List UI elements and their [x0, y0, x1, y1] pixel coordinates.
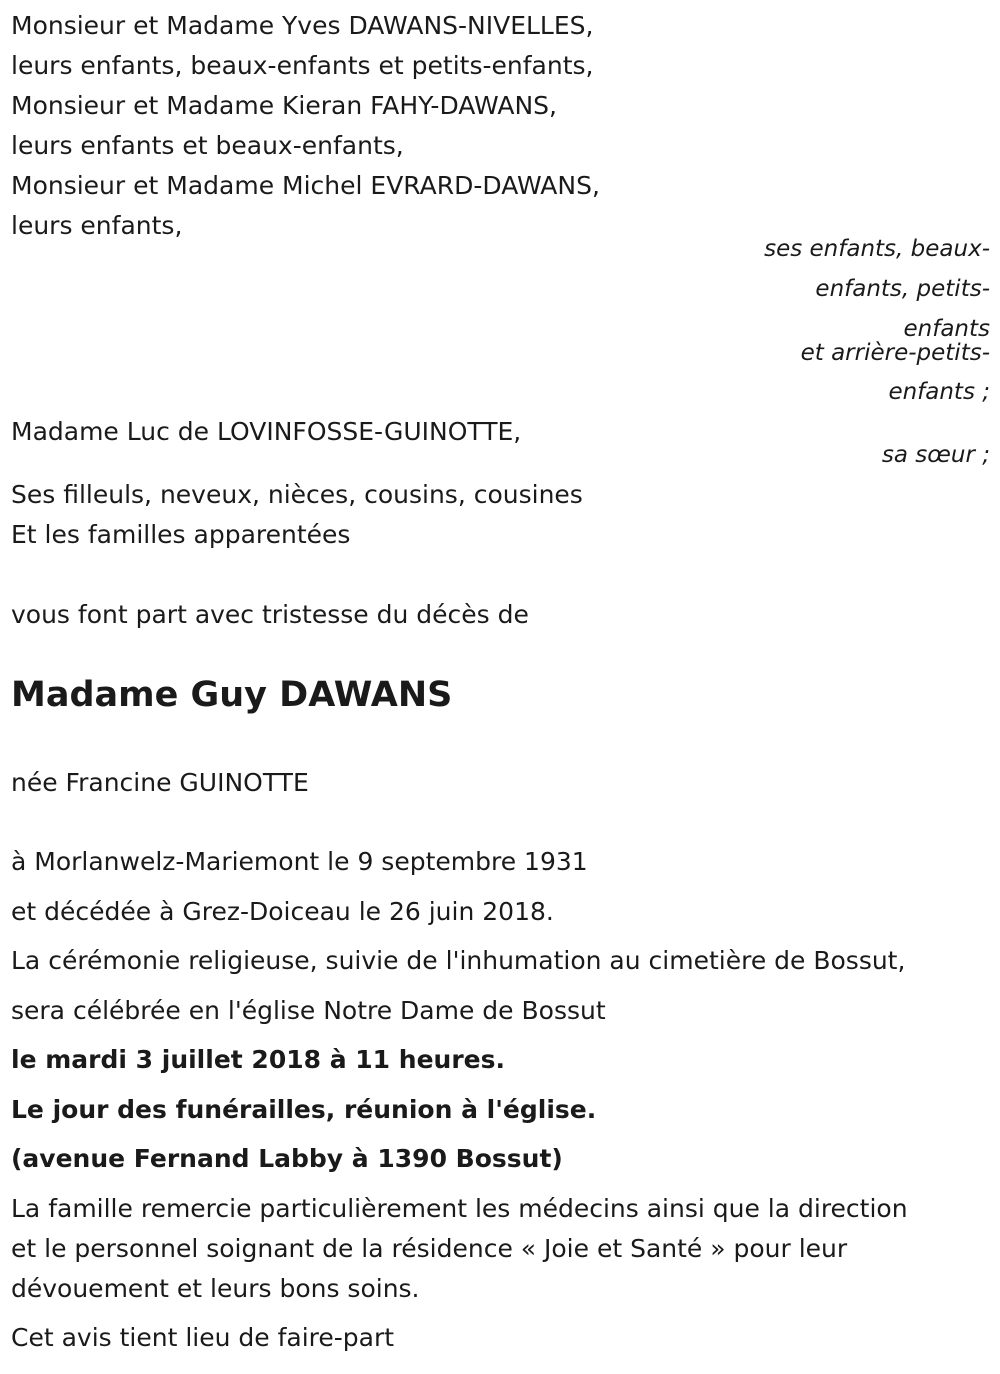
ceremony-line-2: sera célébrée en l'église Notre Dame de Bossut — [11, 996, 606, 1025]
family-line-6: leurs enfants, — [11, 211, 183, 240]
thanks-line-2: et le personnel soignant de la résidence « Joie et Santé » pour leur — [11, 1234, 848, 1263]
children-caption-line-3: enfants — [903, 316, 990, 342]
church-address: (avenue Fernand Labby à 1390 Bossut) — [11, 1144, 563, 1173]
thanks-line-3: dévouement et leurs bons soins. — [11, 1274, 420, 1303]
children-caption-line-4: et arrière-petits- — [800, 340, 990, 366]
family-line-3: Monsieur et Madame Kieran FAHY-DAWANS, — [11, 91, 557, 120]
family-line-4: leurs enfants et beaux-enfants, — [11, 131, 404, 160]
ceremony-date: le mardi 3 juillet 2018 à 11 heures. — [11, 1045, 505, 1074]
closing-note: Cet avis tient lieu de faire-part — [11, 1323, 395, 1352]
family-line-2: leurs enfants, beaux-enfants et petits-enfants, — [11, 51, 594, 80]
thanks-line-1: La famille remercie particulièrement les médecins ainsi que la direction — [11, 1194, 908, 1223]
death-info: et décédée à Grez-Doiceau le 26 juin 2018. — [11, 897, 554, 926]
family-line-5: Monsieur et Madame Michel EVRARD-DAWANS, — [11, 171, 600, 200]
family-line-1: Monsieur et Madame Yves DAWANS-NIVELLES, — [11, 11, 594, 40]
birth-info: à Morlanwelz-Mariemont le 9 septembre 1931 — [11, 847, 588, 876]
children-caption-line-2: enfants, petits- — [815, 276, 990, 302]
children-caption-line-1: ses enfants, beaux- — [764, 236, 990, 262]
ceremony-line-1: La cérémonie religieuse, suivie de l'inhumation au cimetière de Bossut, — [11, 946, 906, 975]
children-caption-line-5: enfants ; — [888, 379, 990, 405]
sister-caption: sa sœur ; — [881, 442, 990, 468]
deceased-name: Madame Guy DAWANS — [11, 675, 453, 715]
maiden-name: née Francine GUINOTTE — [11, 768, 309, 797]
meeting-info: Le jour des funérailles, réunion à l'église. — [11, 1095, 597, 1124]
relatives-line-1: Ses filleuls, neveux, nièces, cousins, cousines — [11, 480, 583, 509]
sister-name: Madame Luc de LOVINFOSSE-GUINOTTE, — [11, 417, 522, 446]
announcement: vous font part avec tristesse du décès de — [11, 600, 529, 629]
relatives-line-2: Et les familles apparentées — [11, 520, 351, 549]
